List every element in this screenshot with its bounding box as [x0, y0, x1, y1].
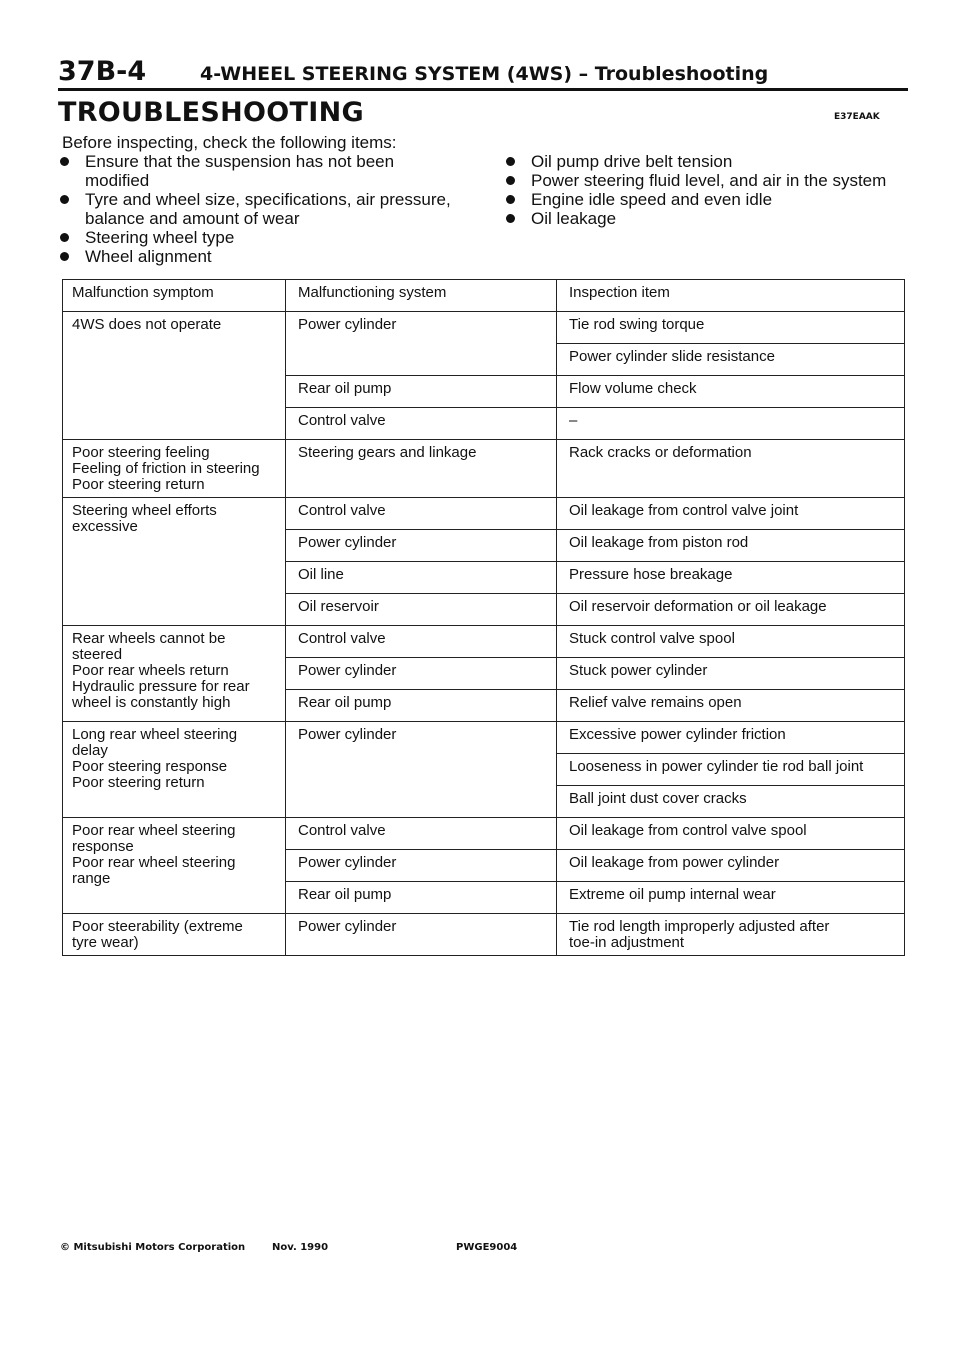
footer-date: Nov. 1990 [272, 1242, 329, 1253]
symptom-cell: Poor rear wheel steering response Poor rear wheel steering range [63, 818, 286, 914]
system-cell: Control valve [286, 818, 557, 850]
system-cell: Rear oil pump [286, 882, 557, 914]
table-row [63, 722, 905, 754]
check-item [57, 190, 457, 228]
footer-doc-id: PWGE9004 [456, 1242, 518, 1253]
check-item-text: Power steering fluid level, and air in the system [531, 171, 887, 190]
bullet-icon [60, 195, 69, 204]
table-header-row [63, 280, 905, 312]
check-item [503, 190, 903, 209]
symptom-cell: Steering wheel efforts excessive [63, 498, 286, 626]
inspection-cell: Looseness in power cylinder tie rod ball joint [557, 754, 905, 786]
table-row [63, 312, 905, 344]
column-header: Inspection item [557, 280, 905, 312]
page-number: 37B-4 [58, 56, 147, 87]
check-item-text: Oil pump drive belt tension [531, 152, 733, 171]
inspection-cell: Oil reservoir deformation or oil leakage [557, 594, 905, 626]
bullet-icon [506, 214, 515, 223]
header-rule [58, 88, 908, 91]
inspection-cell: Pressure hose breakage [557, 562, 905, 594]
bullet-icon [60, 157, 69, 166]
bullet-icon [506, 195, 515, 204]
check-item-text: Oil leakage [531, 209, 617, 228]
inspection-cell: Rack cracks or deformation [557, 440, 905, 498]
footer-copyright: © Mitsubishi Motors Corporation [60, 1242, 246, 1253]
check-item [57, 247, 457, 266]
inspection-cell: Oil leakage from power cylinder [557, 850, 905, 882]
table-row [63, 914, 905, 956]
system-cell: Control valve [286, 498, 557, 530]
inspection-cell: – [557, 408, 905, 440]
inspection-cell: Ball joint dust cover cracks [557, 786, 905, 818]
inspection-cell: Oil leakage from control valve spool [557, 818, 905, 850]
bullet-icon [60, 252, 69, 261]
inspection-cell: Power cylinder slide resistance [557, 344, 905, 376]
section-code: E37EAAK [834, 112, 880, 122]
system-cell: Power cylinder [286, 914, 557, 956]
check-item-text: Engine idle speed and even idle [531, 190, 773, 209]
inspection-cell: Stuck control valve spool [557, 626, 905, 658]
check-item [503, 209, 903, 228]
symptom-cell: Poor steerability (extreme tyre wear) [63, 914, 286, 956]
check-item [57, 152, 457, 190]
symptom-cell: Poor steering feeling Feeling of friction in steering Poor steering return [63, 440, 286, 498]
checks-list-left [57, 152, 457, 266]
check-item [503, 171, 903, 190]
inspection-cell: Relief valve remains open [557, 690, 905, 722]
bullet-icon [60, 233, 69, 242]
system-cell: Power cylinder [286, 722, 557, 818]
check-item-text: Wheel alignment [85, 247, 212, 266]
table-row [63, 626, 905, 658]
bullet-icon [506, 157, 515, 166]
system-cell: Power cylinder [286, 530, 557, 562]
bullet-icon [506, 176, 515, 185]
system-cell: Control valve [286, 408, 557, 440]
inspection-cell: Oil leakage from control valve joint [557, 498, 905, 530]
page-title: TROUBLESHOOTING [58, 97, 364, 128]
system-cell: Oil line [286, 562, 557, 594]
system-cell: Steering gears and linkage [286, 440, 557, 498]
system-cell: Power cylinder [286, 312, 557, 376]
troubleshooting-table [62, 279, 905, 956]
inspection-cell: Oil leakage from piston rod [557, 530, 905, 562]
system-cell: Power cylinder [286, 850, 557, 882]
system-cell: Rear oil pump [286, 690, 557, 722]
check-item [503, 152, 903, 171]
column-header: Malfunctioning system [286, 280, 557, 312]
inspection-cell: Extreme oil pump internal wear [557, 882, 905, 914]
check-item [57, 228, 457, 247]
check-item-text: Ensure that the suspension has not been modified [85, 152, 395, 190]
table-row [63, 440, 905, 498]
running-title: 4-WHEEL STEERING SYSTEM (4WS) – Troubleshooting [200, 63, 769, 85]
table-row [63, 498, 905, 530]
inspection-cell: Excessive power cylinder friction [557, 722, 905, 754]
intro-text: Before inspecting, check the following items: [62, 133, 397, 152]
system-cell: Power cylinder [286, 658, 557, 690]
table-row [63, 818, 905, 850]
check-item-text: Tyre and wheel size, specifications, air pressure, balance and amount of wear [85, 190, 451, 228]
symptom-cell: Rear wheels cannot be steered Poor rear wheels return Hydraulic pressure for rear wheel is constantly high [63, 626, 286, 722]
system-cell: Rear oil pump [286, 376, 557, 408]
inspection-cell: Stuck power cylinder [557, 658, 905, 690]
system-cell: Control valve [286, 626, 557, 658]
system-cell: Oil reservoir [286, 594, 557, 626]
symptom-cell: Long rear wheel steering delay Poor steering response Poor steering return [63, 722, 286, 818]
checks-list-right [503, 152, 903, 228]
inspection-cell: Flow volume check [557, 376, 905, 408]
symptom-cell: 4WS does not operate [63, 312, 286, 440]
page-header [58, 52, 908, 88]
inspection-cell: Tie rod length improperly adjusted after toe-in adjustment [557, 914, 905, 956]
inspection-cell: Tie rod swing torque [557, 312, 905, 344]
check-item-text: Steering wheel type [85, 228, 235, 247]
column-header: Malfunction symptom [63, 280, 286, 312]
